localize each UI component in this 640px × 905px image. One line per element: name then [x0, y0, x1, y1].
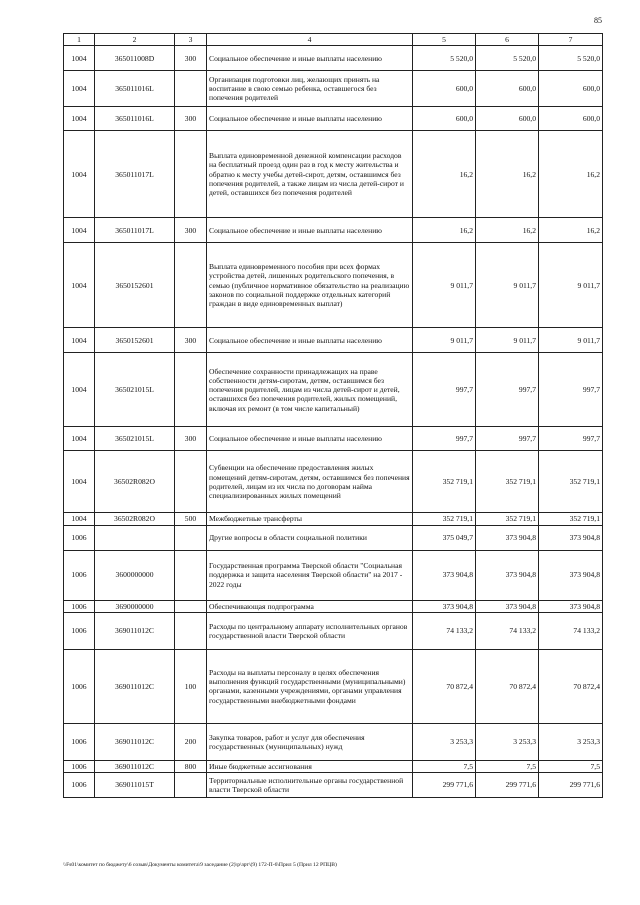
- footer-file-path: \\Fs01\комитет по бюджету\6 созыв\Документы комитета\9 заседание (2)\р\зрт\(9) 172-П-6\Прил 5 (Прил 12 РПЦВ): [63, 862, 337, 868]
- table-row: [64, 427, 603, 451]
- target-article-cell: [95, 525, 175, 550]
- expense-type-cell: 200: [175, 723, 207, 760]
- item-name-cell: Социальное обеспечение и иные выплаты населению: [207, 46, 413, 71]
- amount-cell: 9 011,7: [539, 243, 603, 328]
- expense-type-cell: 300: [175, 107, 207, 131]
- page-number: 85: [594, 16, 602, 25]
- amount-cell: 74 133,2: [413, 612, 476, 649]
- item-name-cell: Социальное обеспечение и иные выплаты населению: [207, 427, 413, 451]
- item-name-cell: Другие вопросы в области социальной политики: [207, 525, 413, 550]
- amount-cell: 997,7: [539, 427, 603, 451]
- item-name-cell: Государственная программа Тверской области "Социальная поддержка и защита населения Тверской области" на 2017 - 2022 годы: [207, 550, 413, 600]
- amount-cell: 16,2: [539, 131, 603, 218]
- item-name-cell: Межбюджетные трансферты: [207, 513, 413, 525]
- table-body: [64, 46, 603, 798]
- table-row: [64, 600, 603, 612]
- expense-type-cell: [175, 243, 207, 328]
- expense-type-cell: 500: [175, 513, 207, 525]
- amount-cell: 16,2: [413, 131, 476, 218]
- item-name-cell: Выплата единовременной денежной компенсации расходов на бесплатный проезд один раз в год к месту жительства и обратно к месту учебы детей-сирот, детям, оставшимся без попечения родителей, а также лицам из числа детей-сирот и детей, оставшихся без попечения родителей: [207, 131, 413, 218]
- expense-type-cell: [175, 71, 207, 107]
- item-name-cell: Социальное обеспечение и иные выплаты населению: [207, 218, 413, 243]
- item-name-cell: Обеспечивающая подпрограмма: [207, 600, 413, 612]
- item-name-cell: Обеспечение сохранности принадлежащих на праве собственности детям-сиротам, детям, оставшимся без попечения родителей, лицам из числа детей-сирот и детей, оставшихся без попечения родителей, жилых помещений, включая их ремонт (в том числе капитальный): [207, 353, 413, 427]
- amount-cell: 600,0: [539, 107, 603, 131]
- amount-cell: 373 904,8: [413, 550, 476, 600]
- target-article-cell: 369011012С: [95, 612, 175, 649]
- table-row: [64, 131, 603, 218]
- target-article-cell: 365011017L: [95, 218, 175, 243]
- table-row: [64, 107, 603, 131]
- target-article-cell: 36502R082О: [95, 451, 175, 513]
- table-row: [64, 612, 603, 649]
- item-name-cell: Социальное обеспечение и иные выплаты населению: [207, 107, 413, 131]
- amount-cell: 9 011,7: [476, 328, 539, 353]
- table-row: [64, 328, 603, 353]
- table-row: [64, 760, 603, 772]
- table-row: [64, 71, 603, 107]
- target-article-cell: 3600000000: [95, 550, 175, 600]
- expense-type-cell: 300: [175, 328, 207, 353]
- amount-cell: 352 719,1: [539, 513, 603, 525]
- section-code-cell: 1004: [64, 243, 95, 328]
- column-header: 1: [64, 34, 95, 46]
- section-code-cell: 1004: [64, 107, 95, 131]
- expense-type-cell: 800: [175, 760, 207, 772]
- section-code-cell: 1004: [64, 328, 95, 353]
- section-code-cell: 1006: [64, 760, 95, 772]
- amount-cell: 7,5: [476, 760, 539, 772]
- amount-cell: 997,7: [539, 353, 603, 427]
- expense-type-cell: 300: [175, 427, 207, 451]
- target-article-cell: 365011008D: [95, 46, 175, 71]
- amount-cell: 3 253,3: [476, 723, 539, 760]
- amount-cell: 352 719,1: [476, 513, 539, 525]
- target-article-cell: 36502R082О: [95, 513, 175, 525]
- section-code-cell: 1006: [64, 600, 95, 612]
- amount-cell: 373 904,8: [476, 550, 539, 600]
- table-row: [64, 451, 603, 513]
- amount-cell: 9 011,7: [413, 243, 476, 328]
- amount-cell: 5 520,0: [476, 46, 539, 71]
- amount-cell: 299 771,6: [413, 773, 476, 798]
- amount-cell: 997,7: [476, 427, 539, 451]
- amount-cell: 373 904,8: [539, 600, 603, 612]
- amount-cell: 352 719,1: [476, 451, 539, 513]
- amount-cell: 7,5: [539, 760, 603, 772]
- amount-cell: 9 011,7: [476, 243, 539, 328]
- item-name-cell: Расходы по центральному аппарату исполнительных органов государственной власти Тверской области: [207, 612, 413, 649]
- target-article-cell: 369011012С: [95, 723, 175, 760]
- amount-cell: 3 253,3: [413, 723, 476, 760]
- amount-cell: 600,0: [476, 71, 539, 107]
- table-row: [64, 46, 603, 71]
- amount-cell: 74 133,2: [476, 612, 539, 649]
- section-code-cell: 1004: [64, 71, 95, 107]
- column-header: 4: [207, 34, 413, 46]
- expense-type-cell: [175, 612, 207, 649]
- target-article-cell: 365021015L: [95, 427, 175, 451]
- amount-cell: 373 904,8: [413, 600, 476, 612]
- amount-cell: 16,2: [476, 218, 539, 243]
- section-code-cell: 1004: [64, 427, 95, 451]
- amount-cell: 70 872,4: [539, 649, 603, 723]
- amount-cell: 9 011,7: [539, 328, 603, 353]
- target-article-cell: 3650152601: [95, 243, 175, 328]
- expense-type-cell: 300: [175, 218, 207, 243]
- column-header: 5: [413, 34, 476, 46]
- expense-type-cell: [175, 131, 207, 218]
- amount-cell: 16,2: [539, 218, 603, 243]
- column-header: 6: [476, 34, 539, 46]
- target-article-cell: 365011017L: [95, 131, 175, 218]
- expense-type-cell: [175, 451, 207, 513]
- amount-cell: 352 719,1: [539, 451, 603, 513]
- amount-cell: 299 771,6: [476, 773, 539, 798]
- section-code-cell: 1004: [64, 131, 95, 218]
- amount-cell: 600,0: [539, 71, 603, 107]
- amount-cell: 70 872,4: [413, 649, 476, 723]
- expense-type-cell: [175, 550, 207, 600]
- section-code-cell: 1004: [64, 353, 95, 427]
- table-row: [64, 550, 603, 600]
- table-row: [64, 723, 603, 760]
- amount-cell: 299 771,6: [539, 773, 603, 798]
- amount-cell: 373 904,8: [539, 525, 603, 550]
- amount-cell: 997,7: [476, 353, 539, 427]
- section-code-cell: 1006: [64, 525, 95, 550]
- table-row: [64, 513, 603, 525]
- amount-cell: 16,2: [413, 218, 476, 243]
- expense-type-cell: [175, 600, 207, 612]
- table-row: [64, 218, 603, 243]
- expense-type-cell: [175, 773, 207, 798]
- amount-cell: 7,5: [413, 760, 476, 772]
- section-code-cell: 1006: [64, 550, 95, 600]
- amount-cell: 373 904,8: [476, 600, 539, 612]
- section-code-cell: 1004: [64, 513, 95, 525]
- amount-cell: 74 133,2: [539, 612, 603, 649]
- amount-cell: 997,7: [413, 353, 476, 427]
- expense-type-cell: [175, 525, 207, 550]
- column-header-row: [64, 34, 603, 46]
- item-name-cell: Расходы на выплаты персоналу в целях обеспечения выполнения функций государственными (муниципальными) органами, казенными учреждениями, органами управления государственными внебюджетными фондами: [207, 649, 413, 723]
- column-header: 7: [539, 34, 603, 46]
- table-row: [64, 243, 603, 328]
- table-row: [64, 773, 603, 798]
- section-code-cell: 1006: [64, 612, 95, 649]
- item-name-cell: Иные бюджетные ассигнования: [207, 760, 413, 772]
- target-article-cell: 369011012С: [95, 649, 175, 723]
- amount-cell: 352 719,1: [413, 513, 476, 525]
- section-code-cell: 1004: [64, 218, 95, 243]
- expense-type-cell: [175, 353, 207, 427]
- column-header: 2: [95, 34, 175, 46]
- target-article-cell: 3650152601: [95, 328, 175, 353]
- expense-type-cell: 100: [175, 649, 207, 723]
- budget-table: [63, 33, 603, 798]
- item-name-cell: Выплата единовременного пособия при всех формах устройства детей, лишенных родительского попечения, в семью (публичное нормативное обязательство на реализацию законов по социальной поддержке отдельных категорий граждан в виде единовременных выплат): [207, 243, 413, 328]
- section-code-cell: 1006: [64, 723, 95, 760]
- target-article-cell: 365011016L: [95, 71, 175, 107]
- amount-cell: 5 520,0: [539, 46, 603, 71]
- amount-cell: 9 011,7: [413, 328, 476, 353]
- amount-cell: 5 520,0: [413, 46, 476, 71]
- section-code-cell: 1006: [64, 649, 95, 723]
- item-name-cell: Закупка товаров, работ и услуг для обеспечения государственных (муниципальных) нужд: [207, 723, 413, 760]
- amount-cell: 352 719,1: [413, 451, 476, 513]
- target-article-cell: 369011015Т: [95, 773, 175, 798]
- section-code-cell: 1004: [64, 451, 95, 513]
- target-article-cell: 3690000000: [95, 600, 175, 612]
- amount-cell: 375 049,7: [413, 525, 476, 550]
- amount-cell: 997,7: [413, 427, 476, 451]
- amount-cell: 373 904,8: [539, 550, 603, 600]
- amount-cell: 16,2: [476, 131, 539, 218]
- amount-cell: 600,0: [413, 71, 476, 107]
- item-name-cell: Территориальные исполнительные органы государственной власти Тверской области: [207, 773, 413, 798]
- expense-type-cell: 300: [175, 46, 207, 71]
- table-row: [64, 649, 603, 723]
- table-row: [64, 353, 603, 427]
- section-code-cell: 1006: [64, 773, 95, 798]
- section-code-cell: 1004: [64, 46, 95, 71]
- target-article-cell: 369011012С: [95, 760, 175, 772]
- amount-cell: 373 904,8: [476, 525, 539, 550]
- target-article-cell: 365011016L: [95, 107, 175, 131]
- amount-cell: 600,0: [476, 107, 539, 131]
- item-name-cell: Субвенции на обеспечение предоставления жилых помещений детям-сиротам, детям, оставшимся без попечения родителей, лицам из их числа по договорам найма специализированных жилых помещений: [207, 451, 413, 513]
- item-name-cell: Социальное обеспечение и иные выплаты населению: [207, 328, 413, 353]
- table-row: [64, 525, 603, 550]
- amount-cell: 600,0: [413, 107, 476, 131]
- target-article-cell: 365021015L: [95, 353, 175, 427]
- amount-cell: 70 872,4: [476, 649, 539, 723]
- column-header: 3: [175, 34, 207, 46]
- amount-cell: 3 253,3: [539, 723, 603, 760]
- item-name-cell: Организация подготовки лиц, желающих принять на воспитание в свою семью ребенка, оставшегося без попечения родителей: [207, 71, 413, 107]
